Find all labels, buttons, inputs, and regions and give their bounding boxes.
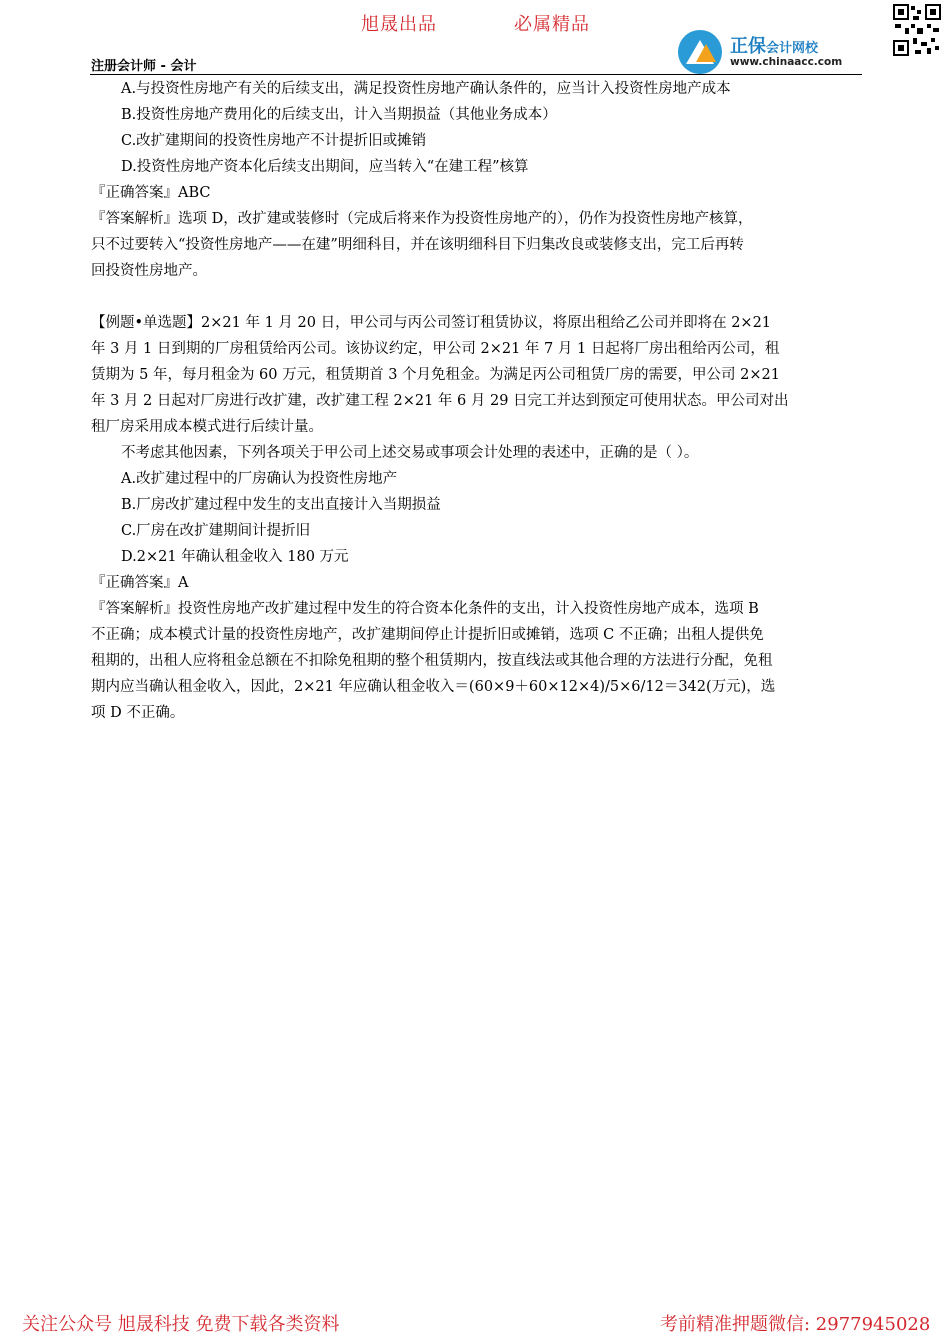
site-logo[interactable] (678, 30, 868, 74)
text-line: B.厂房改扩建过程中发生的支出直接计入当期损益 (121, 497, 441, 513)
text-line: 项 D 不正确。 (91, 705, 185, 721)
text-line: 不正确；成本模式计量的投资性房地产，改扩建期间停止计提折旧或摊销，选项 C 不正确；出租人提供免 (91, 627, 764, 643)
logo-emblem-icon (678, 30, 722, 74)
logo-name-main: 正保 (730, 36, 766, 57)
text-line: 『答案解析』选项 D，改扩建或装修时（完成后将来作为投资性房地产的），仍作为投资性房地产核算， (91, 211, 753, 227)
logo-name (730, 32, 818, 58)
text-line: 回投资性房地产。 (91, 263, 207, 279)
footer-right-text: 考前精准押题微信: 2977945028 (660, 1314, 931, 1335)
text-line: C.厂房在改扩建期间计提折旧 (121, 523, 311, 539)
logo-name-sub: 会计网校 (766, 41, 819, 56)
document-body (91, 76, 863, 726)
text-line: 『正确答案』A (91, 575, 189, 591)
blank-line (91, 284, 863, 310)
text-line: A.与投资性房地产有关的后续支出，满足投资性房地产确认条件的，应当计入投资性房地产成本 (121, 81, 731, 97)
text-line: B.投资性房地产费用化的后续支出，计入当期损益（其他业务成本） (121, 107, 557, 123)
header-divider (90, 74, 862, 75)
text-line: 赁期为 5 年，每月租金为 60 万元，租赁期首 3 个月免租金。为满足丙公司租赁厂房的需要，甲公司 2×21 (91, 367, 780, 383)
text-line: 『答案解析』投资性房地产改扩建过程中发生的符合资本化条件的支出，计入投资性房地产成本，选项 B (91, 601, 759, 617)
text-line: 租厂房采用成本模式进行后续计量。 (91, 419, 323, 435)
text-line: 年 3 月 1 日到期的厂房租赁给丙公司。该协议约定，甲公司 2×21 年 7 月 1 日起将厂房出租给丙公司，租 (91, 341, 780, 357)
text-line: 『正确答案』ABC (91, 185, 211, 201)
text-line: D.投资性房地产资本化后续支出期间，应当转入“在建工程”核算 (121, 159, 529, 175)
footer-left-text: 关注公众号 旭晟科技 免费下载各类资料 (22, 1314, 340, 1335)
course-title: 注册会计师 - 会计 (91, 59, 197, 74)
header-brand-right: 必属精品 (514, 14, 590, 35)
text-line: 【例题•单选题】2×21 年 1 月 20 日，甲公司与丙公司签订租赁协议，将原出租给乙公司并即将在 2×21 (91, 315, 772, 331)
qr-code-icon (893, 4, 941, 56)
text-line: D.2×21 年确认租金收入 180 万元 (121, 549, 349, 565)
text-line: 不考虑其他因素，下列各项关于甲公司上述交易或事项会计处理的表述中，正确的是（ ）。 (121, 445, 699, 461)
text-line: 期内应当确认租金收入，因此，2×21 年应确认租金收入＝(60×9＋60×12×4)/5×6/12＝342(万元)，选 (91, 679, 776, 695)
text-line: 年 3 月 2 日起对厂房进行改扩建，改扩建工程 2×21 年 6 月 29 日完工并达到预定可使用状态。甲公司对出 (91, 393, 789, 409)
text-line: 只不过要转入“投资性房地产——在建”明细科目，并在该明细科目下归集改良或装修支出，完工后再转 (91, 237, 744, 253)
text-line: A.改扩建过程中的厂房确认为投资性房地产 (121, 471, 398, 487)
logo-url[interactable]: www.chinaacc.com (730, 56, 843, 68)
header-brand-left: 旭晟出品 (361, 14, 437, 35)
text-line: 租期的，出租人应将租金总额在不扣除免租期的整个租赁期内，按直线法或其他合理的方法进行分配，免租 (91, 653, 773, 669)
text-line: C.改扩建期间的投资性房地产不计提折旧或摊销 (121, 133, 427, 149)
